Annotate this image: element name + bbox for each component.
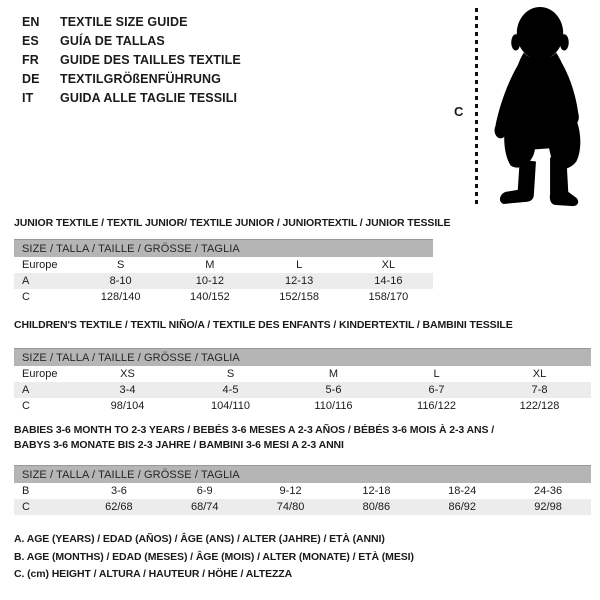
- cell: 68/74: [190, 501, 219, 513]
- cell: 62/68: [105, 501, 133, 513]
- language-code: IT: [22, 91, 34, 105]
- row-label: A: [22, 384, 30, 396]
- language-label: GUIDA ALLE TAGLIE TESSILI: [60, 91, 238, 105]
- cell: XL: [381, 259, 396, 271]
- cell: 98/104: [110, 400, 145, 412]
- table-row: [14, 499, 591, 515]
- row-label: C: [22, 501, 30, 513]
- size-header-bar: SIZE / TALLA / TAILLE / GRÖSSE / TAGLIA: [14, 240, 433, 258]
- language-label: TEXTILGRÖßENFÜHRUNG: [60, 72, 221, 86]
- language-row-es: [22, 32, 241, 51]
- cell: M: [205, 259, 215, 271]
- language-label: GUÍA DE TALLAS: [60, 34, 165, 48]
- cell: 5-6: [325, 384, 342, 396]
- junior-section-title: JUNIOR TEXTILE / TEXTIL JUNIOR/ TEXTILE JUNIOR / JUNIORTEXTIL / JUNIOR TESSILE: [14, 217, 451, 229]
- table-row: [14, 289, 433, 305]
- note-age-years: A. AGE (YEARS) / EDAD (AÑOS) / ÂGE (ANS) / ALTER (JAHRE) / ETÀ (ANNI): [14, 533, 385, 545]
- cell: 6-9: [196, 485, 213, 497]
- cell: S: [116, 259, 125, 271]
- cell: 3-4: [119, 384, 136, 396]
- cell: 122/128: [519, 400, 560, 412]
- cell: 10-12: [195, 275, 224, 287]
- language-row-it: [22, 89, 241, 108]
- cell: M: [328, 368, 339, 380]
- cell: 7-8: [531, 384, 548, 396]
- babies-size-table: [14, 465, 591, 515]
- cell: 152/158: [279, 291, 319, 303]
- table-row: [14, 382, 591, 398]
- cell: S: [226, 368, 235, 380]
- cell: 92/98: [534, 501, 562, 513]
- row-label: B: [22, 485, 30, 497]
- language-row-de: [22, 70, 241, 89]
- language-code: DE: [22, 72, 40, 86]
- row-label: C: [22, 291, 30, 303]
- cell: 158/170: [368, 291, 409, 303]
- cell: 9-12: [279, 485, 302, 497]
- language-row-fr: [22, 51, 241, 70]
- cell: 80/86: [362, 501, 391, 513]
- cell: 104/110: [211, 400, 250, 412]
- cell: L: [296, 259, 303, 271]
- size-header-bar: SIZE / TALLA / TAILLE / GRÖSSE / TAGLIA: [14, 466, 591, 484]
- row-label: A: [22, 275, 30, 287]
- baby-silhouette-figure: [450, 4, 598, 210]
- cell: 12-18: [362, 485, 391, 497]
- table-row: [14, 366, 591, 382]
- language-row-en: [22, 13, 241, 32]
- language-list: [22, 13, 241, 108]
- cell: 18-24: [448, 485, 477, 497]
- note-height-cm: C. (cm) HEIGHT / ALTURA / HAUTEUR / HÖHE / ALTEZZA: [14, 568, 293, 580]
- legend-notes: [14, 531, 414, 584]
- cell: 14-16: [374, 275, 403, 287]
- note-age-months: B. AGE (MONTHS) / EDAD (MESES) / ÂGE (MOIS) / ALTER (MONATE) / ETÀ (MESI): [14, 550, 414, 563]
- table-row: [14, 257, 433, 273]
- cell: 128/140: [100, 291, 141, 303]
- children-section-title: CHILDREN'S TEXTILE / TEXTIL NIÑO/A / TEXTILE DES ENFANTS / KINDERTEXTIL / BAMBINI TESSILE: [14, 319, 513, 331]
- cell: 110/116: [314, 400, 353, 412]
- size-header-bar: SIZE / TALLA / TAILLE / GRÖSSE / TAGLIA: [14, 349, 591, 367]
- row-label: Europe: [22, 368, 58, 380]
- row-label: C: [22, 400, 30, 412]
- cell: 116/122: [417, 400, 456, 412]
- height-dashed-line: [475, 8, 478, 205]
- cell: 74/80: [276, 501, 305, 513]
- cell: L: [433, 368, 440, 380]
- baby-silhouette-icon: [487, 6, 595, 208]
- cell: 4-5: [222, 384, 239, 396]
- children-size-table: [14, 348, 591, 414]
- table-row: [14, 273, 433, 289]
- language-code: ES: [22, 34, 39, 48]
- junior-size-table: [14, 239, 433, 305]
- language-code: FR: [22, 53, 39, 67]
- table-row: [14, 398, 591, 414]
- language-label: GUIDE DES TAILLES TEXTILE: [60, 53, 241, 67]
- cell: 140/152: [189, 291, 230, 303]
- cell: 12-13: [285, 275, 314, 287]
- cell: 86/92: [448, 501, 476, 513]
- language-label: TEXTILE SIZE GUIDE: [60, 15, 188, 29]
- babies-section-title: BABIES 3-6 MONTH TO 2-3 YEARS / BEBÉS 3-6 MESES A 2-3 AÑOS / BÉBÉS 3-6 MOIS À 2-3 ANS / BABYS 3-6 MONATE BIS 2-3 JAHRE / BAMBINI 3-6 MESI A 2-3 ANNI: [14, 424, 495, 451]
- cell: 8-10: [109, 275, 132, 287]
- cell: 6-7: [428, 384, 445, 396]
- cell: 24-36: [534, 485, 563, 497]
- table-row: [14, 483, 591, 499]
- cell: XS: [120, 368, 135, 380]
- language-code: EN: [22, 15, 40, 29]
- row-label: Europe: [22, 259, 58, 271]
- height-measure-label: C: [454, 104, 464, 119]
- cell: XL: [532, 368, 547, 380]
- cell: 3-6: [110, 485, 127, 497]
